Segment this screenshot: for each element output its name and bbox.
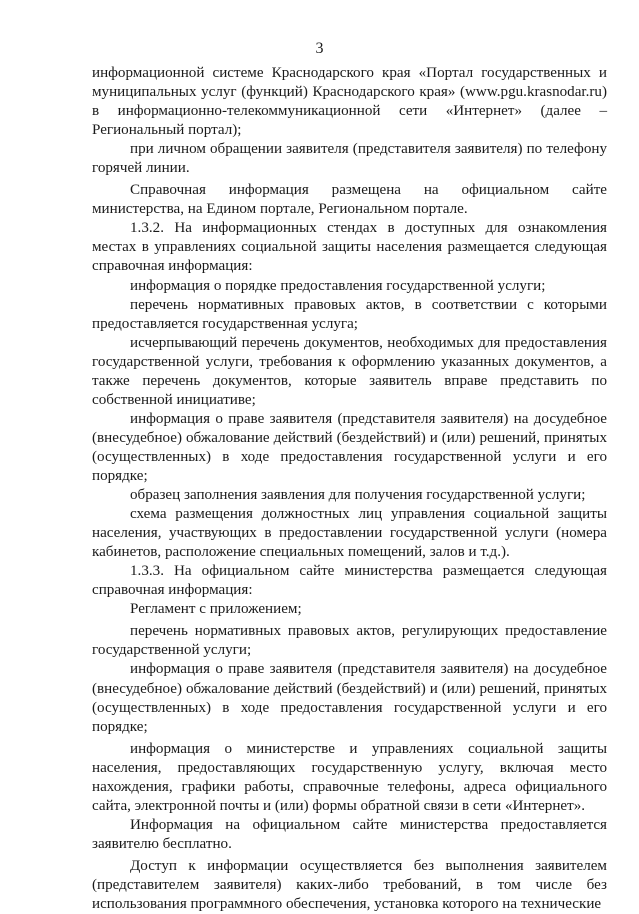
paragraph: перечень нормативных правовых актов, в соответствии с которыми предоставляется государственная услуга; bbox=[92, 296, 607, 332]
paragraph: 1.3.3. На официальном сайте министерства размещается следующая справочная информация: bbox=[92, 563, 607, 599]
paragraph: схема размещения должностных лиц управления социальной защиты населения, участвующих в предоставлении государственной услуги (номера кабинетов, расположение специальных помещений, залов и т.д.). bbox=[92, 506, 607, 561]
paragraph: Доступ к информации осуществляется без выполнения заявителем (представителем заявителя) каких-либо требований, в том числе без использования программного обеспечения, установка которого на технические bbox=[92, 857, 607, 913]
paragraph: Регламент с приложением; bbox=[130, 601, 302, 618]
paragraph: информация о праве заявителя (представителя заявителя) на досудебное (внесудебное) обжалование действий (бездействий) и (или) решений, принятых (осуществленных) в ходе предоставления государственной услуги и его порядке; bbox=[92, 410, 607, 484]
paragraph: перечень нормативных правовых актов, регулирующих предоставление государственной услуги; bbox=[92, 623, 607, 659]
paragraph: информация о министерстве и управлениях социальной защиты населения, предоставляющих государственную услугу, включая место нахождения, графики работы, справочные телефоны, адреса официального сайта, электронной почты и (или) формы обратной связи в сети «Интернет». bbox=[92, 740, 607, 814]
paragraph: информация о порядке предоставления государственной услуги; bbox=[130, 277, 546, 294]
paragraph: 1.3.2. На информационных стендах в доступных для ознакомления местах в управлениях социальной защиты населения размещается следующая справочная информация: bbox=[92, 220, 607, 275]
paragraph: при личном обращении заявителя (представителя заявителя) по телефону горячей линии. bbox=[92, 141, 607, 177]
document-body bbox=[92, 64, 607, 914]
paragraph: информационной системе Краснодарского края «Портал государственных и муниципальных услуг (функций) Краснодарского края» (www.pgu.krasnodar.ru) в информационно-телекоммуникационной сети «Интернет» (далее – Региональный портал); bbox=[92, 65, 607, 139]
paragraph: Справочная информация размещена на официальном сайте министерства, на Едином портале, Региональном портале. bbox=[92, 182, 607, 218]
page-number: 3 bbox=[315, 40, 324, 57]
paragraph: Информация на официальном сайте министерства предоставляется заявителю бесплатно. bbox=[92, 816, 607, 852]
paragraph: образец заполнения заявления для получения государственной услуги; bbox=[130, 487, 586, 504]
paragraph: исчерпывающий перечень документов, необходимых для предоставления государственной услуги, требования к оформлению указанных документов, а также перечень документов, которые заявитель вправе представить по собственной инициативе; bbox=[92, 334, 607, 408]
paragraph: информация о праве заявителя (представителя заявителя) на досудебное (внесудебное) обжалование действий (бездействий) и (или) решений, принятых (осуществленных) в ходе предоставления государственной услуги и его порядке; bbox=[92, 661, 607, 735]
